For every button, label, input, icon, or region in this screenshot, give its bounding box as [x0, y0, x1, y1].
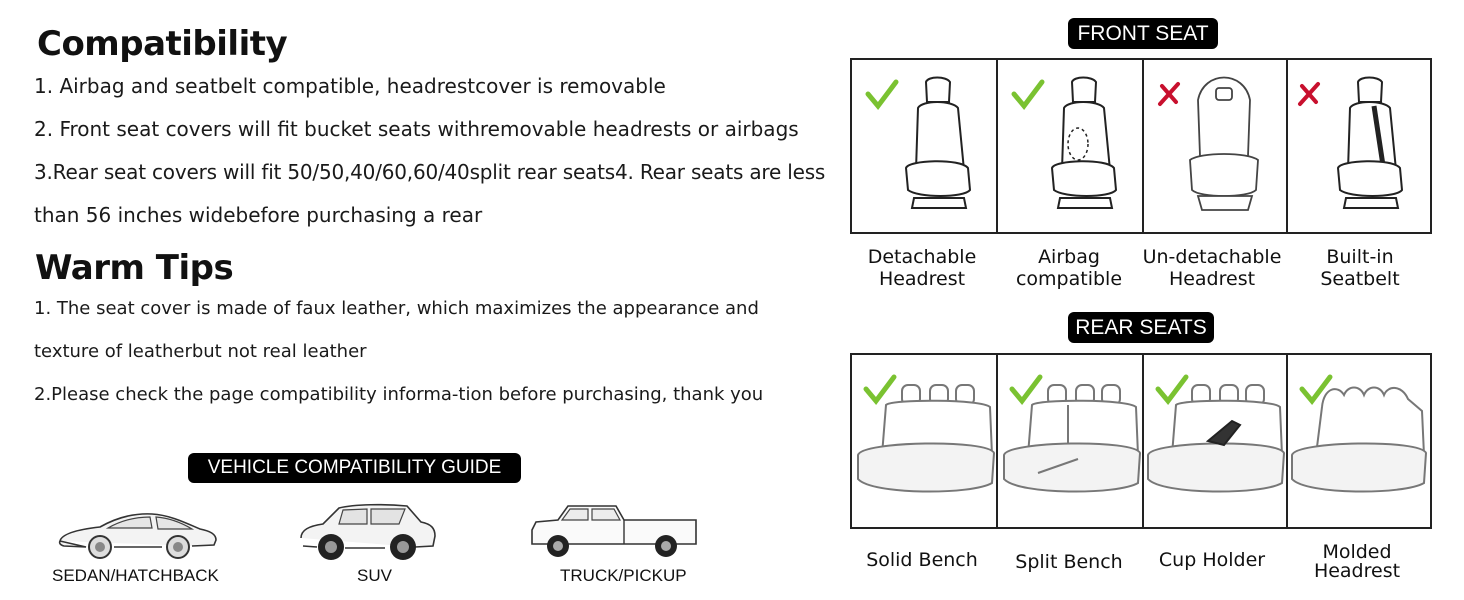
rear-seat-cell-solid — [852, 355, 998, 527]
rear-label-1-line1: Solid Bench — [866, 549, 978, 571]
front-label-4-line1: Built-in — [1326, 246, 1394, 268]
vehicle-guide-title: VEHICLE COMPATIBILITY GUIDE — [188, 453, 521, 483]
cross-icon — [1300, 84, 1318, 104]
warm-tips-line-2: texture of leatherbut not real leather — [34, 341, 367, 362]
front-seat-title: FRONT SEAT — [1068, 18, 1218, 49]
check-icon — [1014, 82, 1042, 106]
seat-icon — [1052, 78, 1116, 209]
rear-seat-cell-molded — [1288, 355, 1430, 527]
front-label-4 — [1280, 246, 1440, 290]
front-seat-cell-seatbelt — [1288, 60, 1430, 232]
check-icon — [868, 82, 896, 106]
front-label-1-line1: Detachable — [867, 246, 977, 268]
front-seat-grid — [850, 58, 1432, 234]
rear-seat-cell-split — [998, 355, 1144, 527]
vehicle-sedan — [52, 505, 222, 560]
vehicle-label-sedan: SEDAN/HATCHBACK — [52, 566, 219, 585]
front-label-1 — [842, 246, 1002, 290]
front-seat-cell-undetachable — [1144, 60, 1288, 232]
warm-tips-title: Warm Tips — [35, 248, 234, 288]
compatibility-line-2: 2. Front seat covers will fit bucket seats withremovable headrests or airbags — [34, 117, 799, 141]
compatibility-line-4: than 56 inches widebefore purchasing a rear — [34, 203, 483, 227]
check-icon — [866, 377, 894, 401]
front-label-1-line2: Headrest — [878, 268, 966, 290]
rear-label-1 — [842, 549, 1002, 571]
compatibility-line-3: 3.Rear seat covers will fit 50/50,40/60,60/40split rear seats4. Rear seats are less — [34, 160, 826, 184]
cross-icon — [1160, 84, 1178, 104]
front-label-2-line1: Airbag — [1038, 246, 1100, 268]
rear-seat-cell-cupholder — [1144, 355, 1288, 527]
front-label-3 — [1132, 246, 1292, 290]
rear-seats-title: REAR SEATS — [1068, 312, 1214, 343]
warm-tips-line-1: 1. The seat cover is made of faux leather, which maximizes the appearance and — [34, 298, 759, 319]
sedan-icon — [52, 505, 222, 560]
front-label-3-line1: Un-detachable — [1142, 246, 1282, 268]
compatibility-line-1: 1. Airbag and seatbelt compatible, headrestcover is removable — [34, 74, 666, 98]
warm-tips-line-3: 2.Please check the page compatibility informa-tion before purchasing, thank you — [34, 384, 764, 405]
rear-label-4-line1: Molded — [1322, 541, 1392, 563]
truck-icon — [528, 500, 700, 560]
rear-label-4-line2: Headrest — [1313, 560, 1401, 582]
racing-seat-icon — [1190, 78, 1258, 211]
vehicle-suv — [295, 500, 440, 562]
compatibility-title: Compatibility — [37, 24, 288, 64]
rear-label-3-line1: Cup Holder — [1158, 549, 1266, 571]
seat-icon — [906, 78, 970, 209]
check-icon — [1158, 377, 1186, 401]
rear-label-2 — [989, 551, 1149, 573]
front-label-2 — [989, 246, 1149, 290]
rear-label-4 — [1277, 543, 1437, 581]
front-label-4-line2: Seatbelt — [1320, 268, 1400, 290]
front-label-2-line2: compatible — [1015, 268, 1123, 290]
vehicle-label-truck: TRUCK/PICKUP — [560, 566, 687, 585]
front-seat-cell-detachable — [852, 60, 998, 232]
suv-icon — [295, 500, 440, 562]
vehicle-label-suv: SUV — [357, 566, 392, 585]
check-icon — [1012, 377, 1040, 401]
rear-seats-grid — [850, 353, 1432, 529]
rear-label-3 — [1132, 549, 1292, 571]
rear-label-2-line1: Split Bench — [1015, 551, 1123, 573]
vehicle-truck — [528, 500, 700, 560]
front-label-3-line2: Headrest — [1168, 268, 1256, 290]
front-seat-cell-airbag — [998, 60, 1144, 232]
seat-icon — [1338, 78, 1402, 209]
